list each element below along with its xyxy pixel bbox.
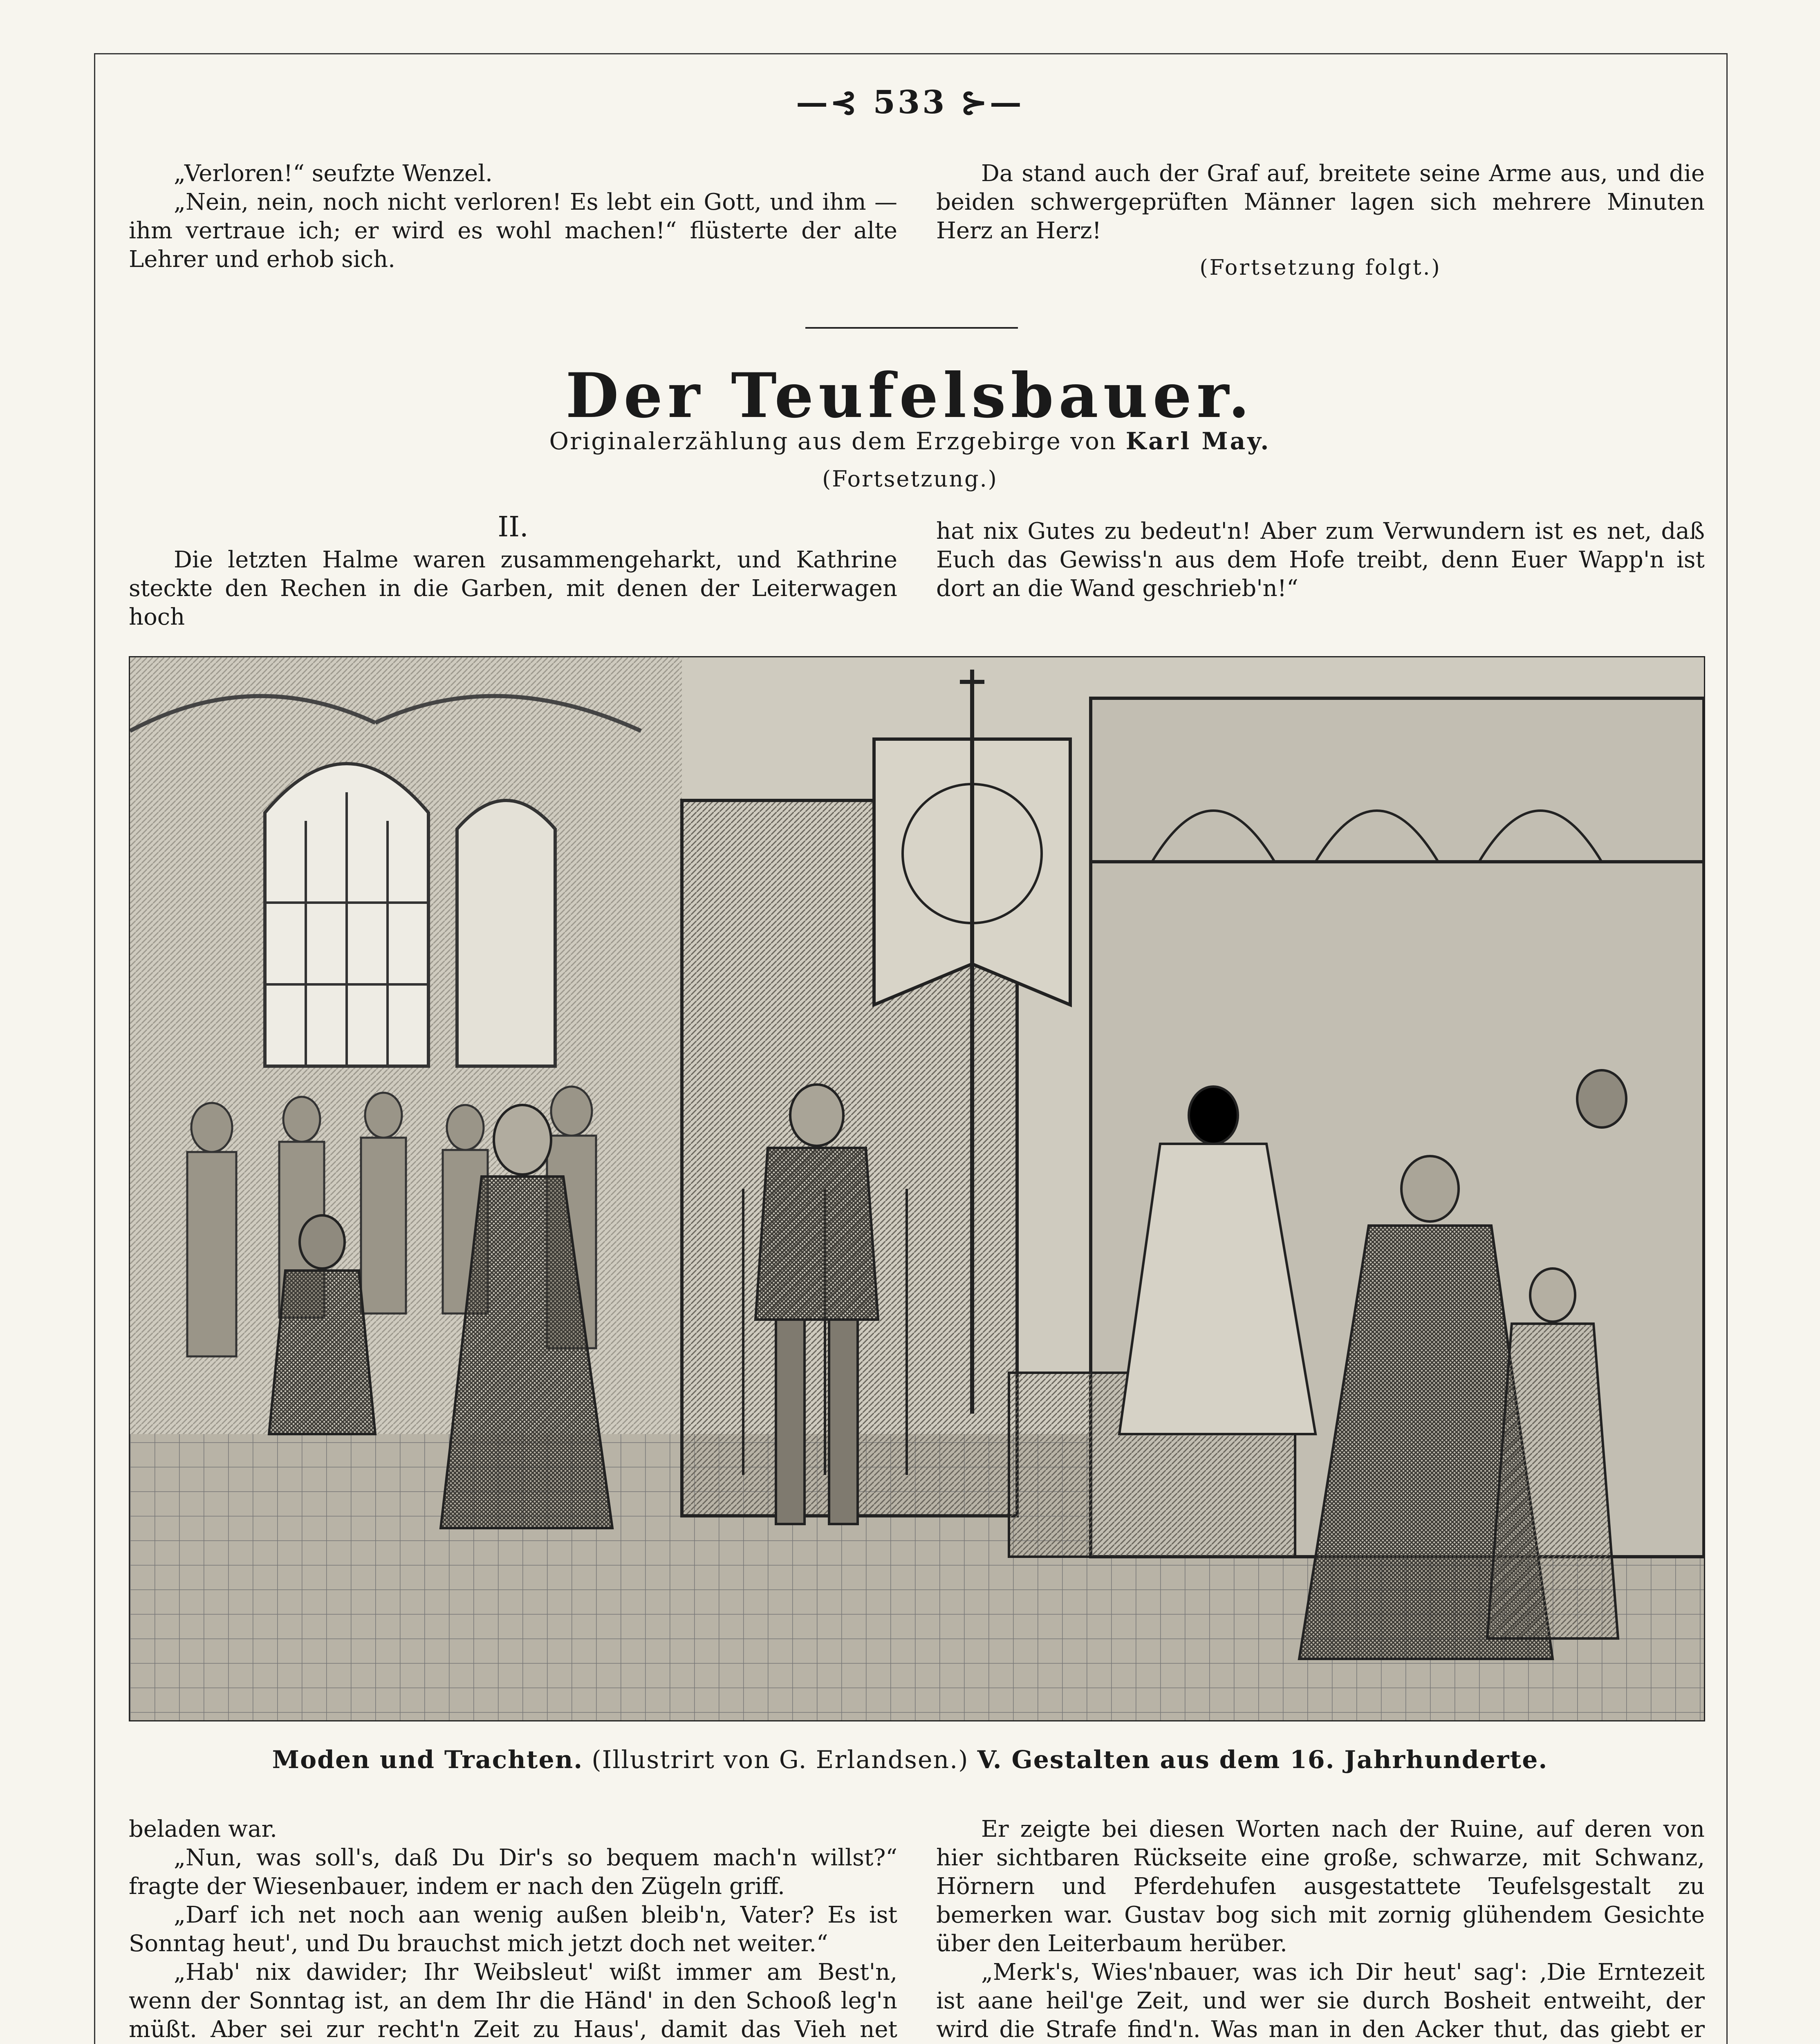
- paragraph: beladen war.: [129, 1816, 277, 1842]
- caption-credit: (Illustrirt von G. Erlandsen.): [592, 1746, 969, 1774]
- continuation-note: (Fortsetzung.): [822, 466, 998, 492]
- paragraph: „Nun, was soll's, daß Du Dir's so bequem mach'n willst?“ fragte der Wiesenbauer, indem er nach den Zügeln griff.: [129, 1845, 897, 1900]
- chapter-numeral: II.: [498, 511, 529, 543]
- paragraph: „Merk's, Wies'nbauer, was ich Dir heut' sag': ‚Die Erntezeit ist aane heil'ge Zeit, und wer sie durch Bosheit entweiht, der wird die Strafe find'n. Was man in den Acker thut, das giebt er: [936, 1959, 1705, 2043]
- prev-story-left-column: [129, 159, 897, 274]
- author-name: Karl May.: [1125, 427, 1271, 455]
- prev-story-right-column: [936, 159, 1705, 282]
- paragraph: Die letzten Halme waren zusammengeharkt, und Kathrine steckte den Rechen in die Garben, mit denen der Leiterwagen hoch: [129, 547, 897, 630]
- paragraph: „Hab' nix dawider; Ihr Weibsleut' wißt immer am Best'n, wenn der Sonntag ist, an dem Ihr die Händ' in den Schooß leg'n müßt. Aber sei zur recht'n Zeit zu Haus', damit das Vieh net: [129, 1959, 897, 2043]
- caption-title: Moden und Trachten.: [272, 1746, 583, 1774]
- illustration-caption: [0, 1746, 1820, 1774]
- story-title: Der Teufelsbauer.: [565, 360, 1255, 432]
- paragraph: „Darf ich net noch aan wenig außen bleib'n, Vater? Es ist Sonntag heut', und Du brauchst mich jetzt doch net weiter.“: [129, 1902, 897, 1957]
- paragraph: Da stand auch der Graf auf, breitete seine Arme aus, und die beiden schwergeprüften Männer lagen sich mehrere Minuten Herz an Herz!: [936, 160, 1705, 244]
- paragraph: „Nein, nein, noch nicht verloren! Es lebt ein Gott, und ihm — ihm vertraue ich; er wird es wohl machen!“ flüsterte der alte Lehrer und erhob sich.: [129, 189, 897, 273]
- paragraph: hat nix Gutes zu bedeut'n! Aber zum Verwundern ist es net, daß Euch das Gewiss'n aus dem Hofe treibt, denn Euer Wapp'n ist dort an die Wand geschrieb'n!“: [936, 518, 1705, 602]
- section-divider: [805, 327, 1018, 329]
- engraving-drawing: [130, 657, 1704, 1720]
- story-left-column: [129, 1815, 897, 2044]
- continued-note: (Fortsetzung folgt.): [1199, 256, 1441, 280]
- caption-part: V. Gestalten aus dem 16. Jahrhunderte.: [977, 1746, 1548, 1774]
- engraving-illustration: [129, 656, 1705, 1721]
- paragraph: „Verloren!“ seufzte Wenzel.: [174, 160, 493, 187]
- story-left-column-top: [129, 546, 897, 632]
- page-number: —⊰ 533 ⊱—: [796, 84, 1024, 121]
- subtitle-text: Originalerzählung aus dem Erzgebirge von: [549, 427, 1117, 455]
- story-subtitle: [0, 427, 1820, 455]
- paragraph: Er zeigte bei diesen Worten nach der Ruine, auf deren von hier sichtbaren Rückseite eine große, schwarze, mit Schwanz, Hörnern und Pferdehufen ausgestattete Teufelsgestalt zu bemerken war. Gustav bog sich mit zornig glühendem Gesichte über den Leiterbaum herüber.: [936, 1816, 1705, 1957]
- story-right-column-top: [936, 517, 1705, 603]
- story-right-column: [936, 1815, 1705, 2044]
